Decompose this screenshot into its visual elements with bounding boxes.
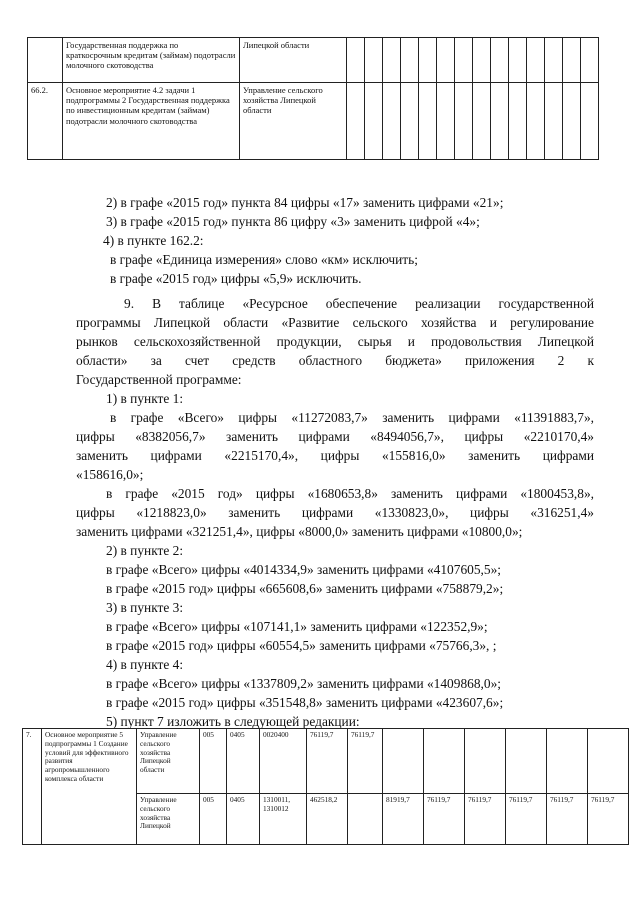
rzpr-code: 0405 — [227, 729, 260, 794]
empty-cell — [347, 83, 365, 160]
responsible-executor: Липецкой области — [240, 38, 347, 83]
text-line: заменить цифрами «321251,4», цифры «8000,0» заменить цифрами «10800,0»; — [76, 524, 523, 539]
amendment-subitem: в графе «Единица измерения» слово «км» исключить; — [110, 252, 418, 267]
text-line: в графе «2015 год» цифры «60554,5» заменить цифрами «75766,3», ; — [106, 638, 497, 653]
amendment-item: 3) в графе «2015 год» пункта 86 цифру «3» заменить цифрой «4»; — [106, 214, 480, 229]
text-line: в графе «2015 год» цифры «1680653,8» заменить цифрами «1800453,8», — [106, 486, 594, 501]
table-row — [28, 83, 599, 160]
resources-table — [22, 728, 629, 845]
value-2018: 76119,7 — [506, 794, 547, 845]
empty-cell — [455, 83, 473, 160]
responsible-executor: Управление сельского хозяйства Липецкой области — [137, 729, 200, 794]
text-line: в графе «Всего» цифры «107141,1» заменить цифрами «122352,9»; — [106, 619, 488, 634]
value-2014: 76119,7 — [348, 729, 383, 794]
empty-cell — [401, 38, 419, 83]
subitem-heading: 5) пункт 7 изложить в следующей редакции: — [106, 714, 360, 729]
amendment-item: 4) в пункте 162.2: — [103, 233, 204, 248]
value-2014 — [348, 794, 383, 845]
text-line: области» за счет средств областного бюджета» приложения 2 к — [76, 353, 594, 368]
subitem-heading: 3) в пункте 3: — [106, 600, 184, 615]
responsible-executor: Управление сельского хозяйства Липецкой — [137, 794, 200, 845]
empty-cell — [509, 38, 527, 83]
value-2016: 76119,7 — [424, 794, 465, 845]
empty-cell — [437, 83, 455, 160]
csr-code: 0020400 — [260, 729, 307, 794]
grbs-code: 005 — [200, 794, 227, 845]
measure-name: Основное мероприятие 5 подпрограммы 1 Создание условий для эффективного развития агропромышленного комплекса области — [42, 729, 137, 845]
amendment-subitem: в графе «2015 год» цифры «5,9» исключить. — [110, 271, 362, 286]
empty-cell — [563, 38, 581, 83]
empty-cell — [491, 83, 509, 160]
empty-cell — [383, 38, 401, 83]
rzpr-code: 0405 — [227, 794, 260, 845]
row-number — [28, 38, 63, 83]
table-row — [23, 729, 629, 794]
empty-cell — [437, 38, 455, 83]
text-line: в графе «2015 год» цифры «351548,8» заменить цифрами «423607,6»; — [106, 695, 504, 710]
subitem-heading: 1) в пункте 1: — [106, 391, 184, 406]
measure-name: Государственная поддержка по краткосрочным кредитам (займам) подотрасли молочного скотоводства — [63, 38, 240, 83]
text-line: 9. В таблице «Ресурсное обеспечение реализации государственной — [124, 296, 594, 311]
value-2020: 76119,7 — [588, 794, 629, 845]
responsible-executor: Управление сельского хозяйства Липецкой области — [240, 83, 347, 160]
amendment-item: 2) в графе «2015 год» пункта 84 цифры «17» заменить цифрами «21»; — [106, 195, 504, 210]
empty-cell — [509, 83, 527, 160]
text-line: программы Липецкой области «Развитие сельского хозяйства и регулирование — [76, 315, 594, 330]
empty-cell — [473, 83, 491, 160]
value-2019 — [547, 729, 588, 794]
amendment-list — [76, 193, 594, 288]
empty-cell — [581, 38, 599, 83]
value-2017: 76119,7 — [465, 794, 506, 845]
grbs-code: 005 — [200, 729, 227, 794]
empty-cell — [455, 38, 473, 83]
row-number: 7. — [23, 729, 42, 845]
value-2015: 81919,7 — [383, 794, 424, 845]
row-number: 66.2. — [28, 83, 63, 160]
text-line: заменить цифрами «2215170,4», цифры «155816,0» заменить цифрами — [76, 448, 594, 463]
table-row — [28, 38, 599, 83]
text-line: «158616,0»; — [76, 467, 144, 482]
empty-cell — [581, 83, 599, 160]
measure-name: Основное мероприятие 4.2 задачи 1 подпрограммы 2 Государственная поддержка по инвестиционным кредитам (займам) подотрасли молочного скотоводства — [63, 83, 240, 160]
text-line: в графе «Всего» цифры «4014334,9» заменить цифрами «4107605,5»; — [106, 562, 501, 577]
empty-cell — [491, 38, 509, 83]
value-2017 — [465, 729, 506, 794]
empty-cell — [563, 83, 581, 160]
text-line: в графе «2015 год» цифры «665608,6» заменить цифрами «758879,2»; — [106, 581, 504, 596]
value-2020 — [588, 729, 629, 794]
subitem-heading: 2) в пункте 2: — [106, 543, 184, 558]
empty-cell — [545, 83, 563, 160]
text-line: в графе «Всего» цифры «11272083,7» заменить цифрами «11391883,7», — [110, 410, 594, 425]
empty-cell — [545, 38, 563, 83]
empty-cell — [527, 38, 545, 83]
empty-cell — [527, 83, 545, 160]
total-value: 462518,2 — [307, 794, 348, 845]
empty-cell — [401, 83, 419, 160]
empty-cell — [473, 38, 491, 83]
empty-cell — [365, 38, 383, 83]
value-2016 — [424, 729, 465, 794]
csr-code: 1310011, 1310012 — [260, 794, 307, 845]
text-line: цифры «8382056,7» заменить цифрами «8494056,7», цифры «2210170,4» — [76, 429, 594, 444]
top-table — [27, 37, 599, 160]
value-2018 — [506, 729, 547, 794]
empty-cell — [419, 38, 437, 83]
empty-cell — [347, 38, 365, 83]
text-line: цифры «1218823,0» заменить цифрами «1330823,0», цифры «316251,4» — [76, 505, 594, 520]
value-2019: 76119,7 — [547, 794, 588, 845]
paragraph-9 — [76, 294, 594, 731]
empty-cell — [419, 83, 437, 160]
empty-cell — [383, 83, 401, 160]
value-2015 — [383, 729, 424, 794]
empty-cell — [365, 83, 383, 160]
total-value: 76119,7 — [307, 729, 348, 794]
text-line: рынков сельскохозяйственной продукции, сырья и продовольствия Липецкой — [76, 334, 594, 349]
subitem-heading: 4) в пункте 4: — [106, 657, 184, 672]
text-line: в графе «Всего» цифры «1337809,2» заменить цифрами «1409868,0»; — [106, 676, 501, 691]
text-line: Государственной программе: — [76, 372, 242, 387]
